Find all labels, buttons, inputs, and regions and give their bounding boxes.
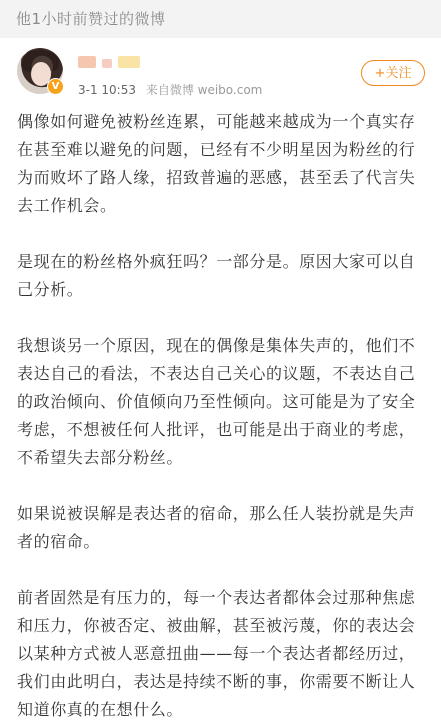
liked-by-text: 他1小时前赞过的微博 xyxy=(16,10,166,28)
post-paragraph: 偶像如何避免被粉丝连累，可能越来越成为一个真实存在甚至难以避免的问题，已经有不少明星因为粉丝的行为而败坏了路人缘，招致普遍的恶感，甚至丢了代言失去工作机会。 xyxy=(17,112,416,215)
follow-button[interactable]: +关注 xyxy=(361,60,425,86)
post-meta xyxy=(78,81,262,98)
post-header xyxy=(0,38,441,108)
post-paragraph: 前者固然是有压力的，每一个表达者都体会过那种焦虑和压力，你被否定、被曲解，甚至被污蔑，你的表达会以某种方式被人恶意扭曲——每一个表达者都经历过，我们由此明白，表达是持续不断的事，你需要不断让人知道你真的在想什么。 xyxy=(17,588,416,719)
post-paragraph: 我想谈另一个原因，现在的偶像是集体失声的，他们不表达自己的看法，不表达自己关心的议题，不表达自己的政治倾向、价值倾向乃至性倾向。这可能是为了安全考虑，不想被任何人批评，也可能是出于商业的考虑，不希望失去部分粉丝。 xyxy=(17,336,416,467)
post-time: 3-1 10:53 xyxy=(78,83,136,97)
verified-badge-icon: V xyxy=(47,78,64,95)
name-blur-block xyxy=(118,56,140,68)
post-paragraph: 如果说被误解是表达者的宿命，那么任人装扮就是失声者的宿命。 xyxy=(17,504,416,551)
name-blur-block xyxy=(102,59,112,68)
liked-by-strip[interactable] xyxy=(0,0,441,38)
post-body xyxy=(0,108,441,724)
post-paragraph: 是现在的粉丝格外疯狂吗？一部分是。原因大家可以自己分析。 xyxy=(17,252,416,299)
username-blurred[interactable] xyxy=(78,56,140,68)
post-source[interactable]: 来自微博 weibo.com xyxy=(145,83,263,97)
name-blur-block xyxy=(78,56,96,68)
